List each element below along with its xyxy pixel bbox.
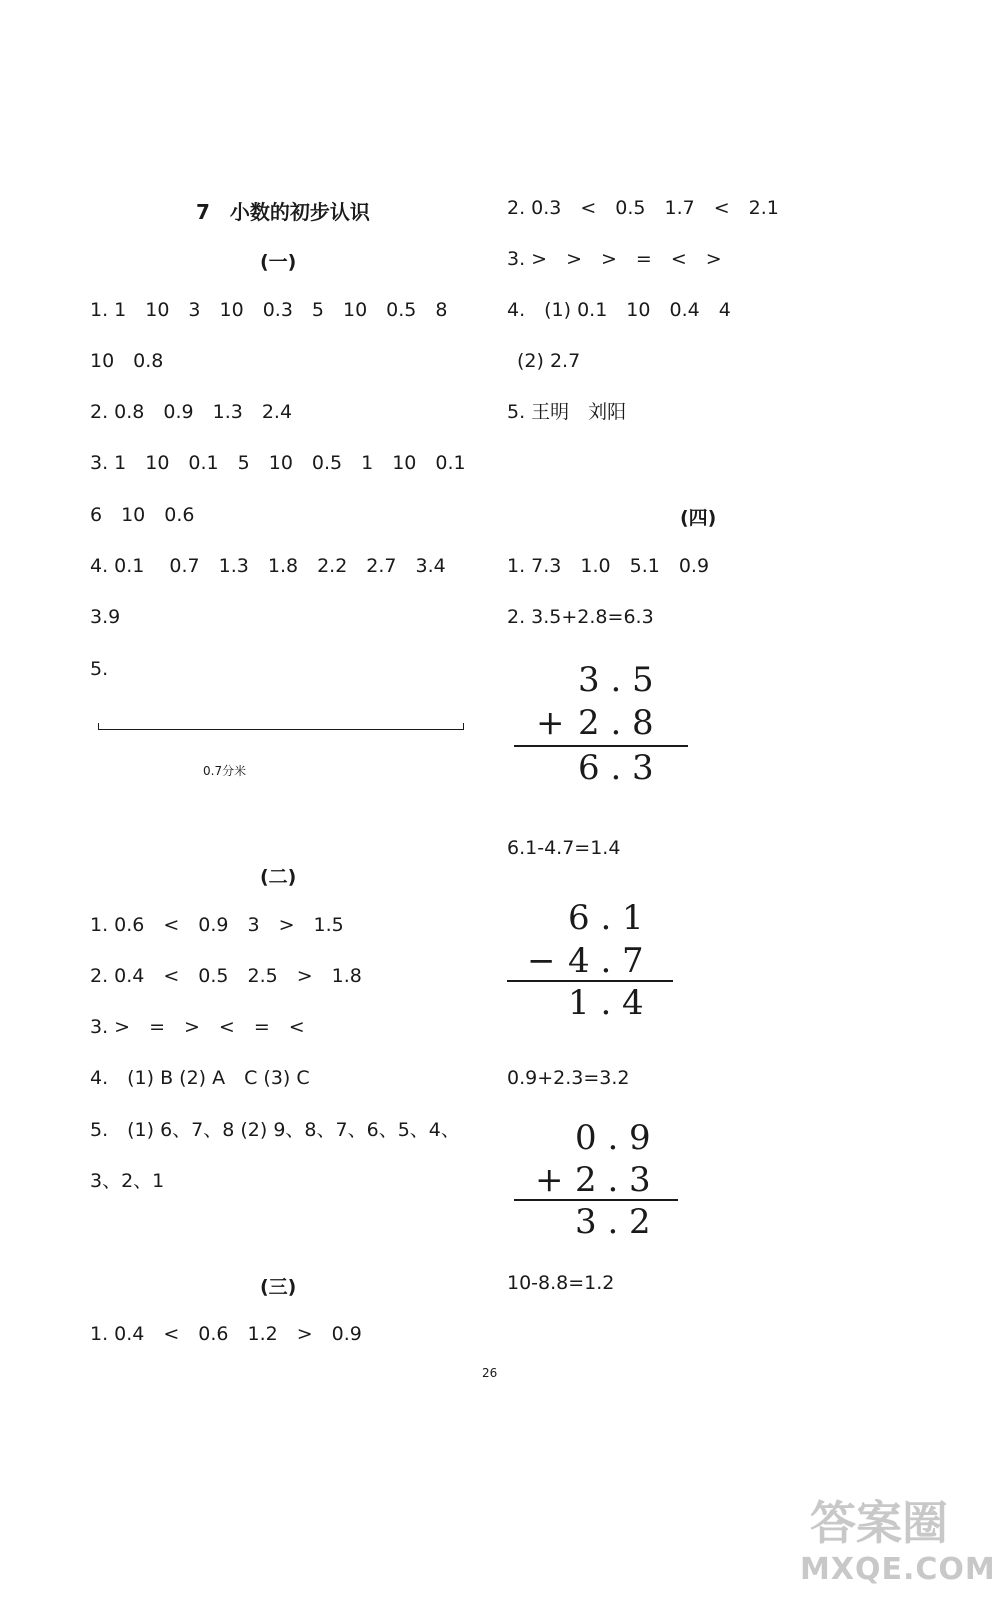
- answer-line: 2. 3.5+2.8=6.3: [507, 606, 654, 628]
- line-segment: [98, 723, 464, 730]
- answer-line: 10-8.8=1.2: [507, 1272, 615, 1294]
- answer-line: 2. 0.3 < 0.5 1.7 < 2.1: [507, 197, 779, 219]
- calc-operand: 3 . 5: [578, 660, 654, 700]
- calc-operator: −: [527, 941, 556, 981]
- answer-line: 1. 1 10 3 10 0.3 5 10 0.5 8: [90, 299, 448, 321]
- answer-line: 1. 7.3 1.0 5.1 0.9: [507, 555, 710, 577]
- section-heading-3: (三): [260, 1276, 297, 1298]
- calc-result: 6 . 3: [578, 748, 654, 788]
- calc-rule: [514, 1199, 678, 1201]
- calc-operand: 4 . 7: [568, 941, 644, 981]
- segment-label: 0.7分米: [203, 764, 247, 778]
- answer-line: 0.9+2.3=3.2: [507, 1067, 630, 1089]
- answer-line: 3. > = > < = <: [90, 1016, 305, 1038]
- answer-line: 3.9: [90, 606, 121, 628]
- answer-line: 6 10 0.6: [90, 504, 195, 526]
- calc-operand: 0 . 9: [575, 1118, 651, 1158]
- watermark-logo: 答案圈: [810, 1496, 948, 1550]
- calc-operand: 6 . 1: [568, 898, 644, 938]
- answer-line: 1. 0.4 < 0.6 1.2 > 0.9: [90, 1323, 362, 1345]
- chapter-title: 7 小数的初步认识: [196, 200, 370, 224]
- answer-line: 10 0.8: [90, 350, 164, 372]
- calc-rule: [507, 980, 673, 982]
- answer-line: 3. > > > = < >: [507, 248, 722, 270]
- section-heading-1: (一): [260, 251, 297, 273]
- calc-operator: +: [536, 703, 565, 743]
- answer-line: 2. 0.8 0.9 1.3 2.4: [90, 401, 293, 423]
- answer-line: 4. (1) B (2) A C (3) C: [90, 1067, 310, 1089]
- calc-operand: 2 . 3: [575, 1160, 651, 1200]
- answer-line: (2) 2.7: [517, 350, 581, 372]
- answer-line: 4. 0.1 0.7 1.3 1.8 2.2 2.7 3.4: [90, 555, 446, 577]
- answer-line: 2. 0.4 < 0.5 2.5 > 1.8: [90, 965, 362, 987]
- page-number: 26: [482, 1366, 498, 1380]
- answer-line: 5. (1) 6、7、8 (2) 9、8、7、6、5、4、: [90, 1119, 460, 1141]
- answer-line: 6.1-4.7=1.4: [507, 837, 621, 859]
- calc-result: 1 . 4: [568, 983, 644, 1023]
- answer-line: 4. (1) 0.1 10 0.4 4: [507, 299, 731, 321]
- answer-line: 1. 0.6 < 0.9 3 > 1.5: [90, 914, 344, 936]
- answer-line: 3. 1 10 0.1 5 10 0.5 1 10 0.1: [90, 452, 466, 474]
- answer-line: 5. 王明 刘阳: [507, 401, 627, 423]
- calc-rule: [514, 745, 688, 747]
- answer-line: 3、2、1: [90, 1170, 165, 1192]
- calc-result: 3 . 2: [575, 1202, 651, 1242]
- watermark-url: MXQE.COM: [800, 1552, 996, 1587]
- calc-operand: 2 . 8: [578, 703, 654, 743]
- answer-line: 5.: [90, 658, 109, 680]
- section-heading-4: (四): [680, 507, 717, 529]
- section-heading-2: (二): [260, 866, 297, 888]
- calc-operator: +: [535, 1160, 564, 1200]
